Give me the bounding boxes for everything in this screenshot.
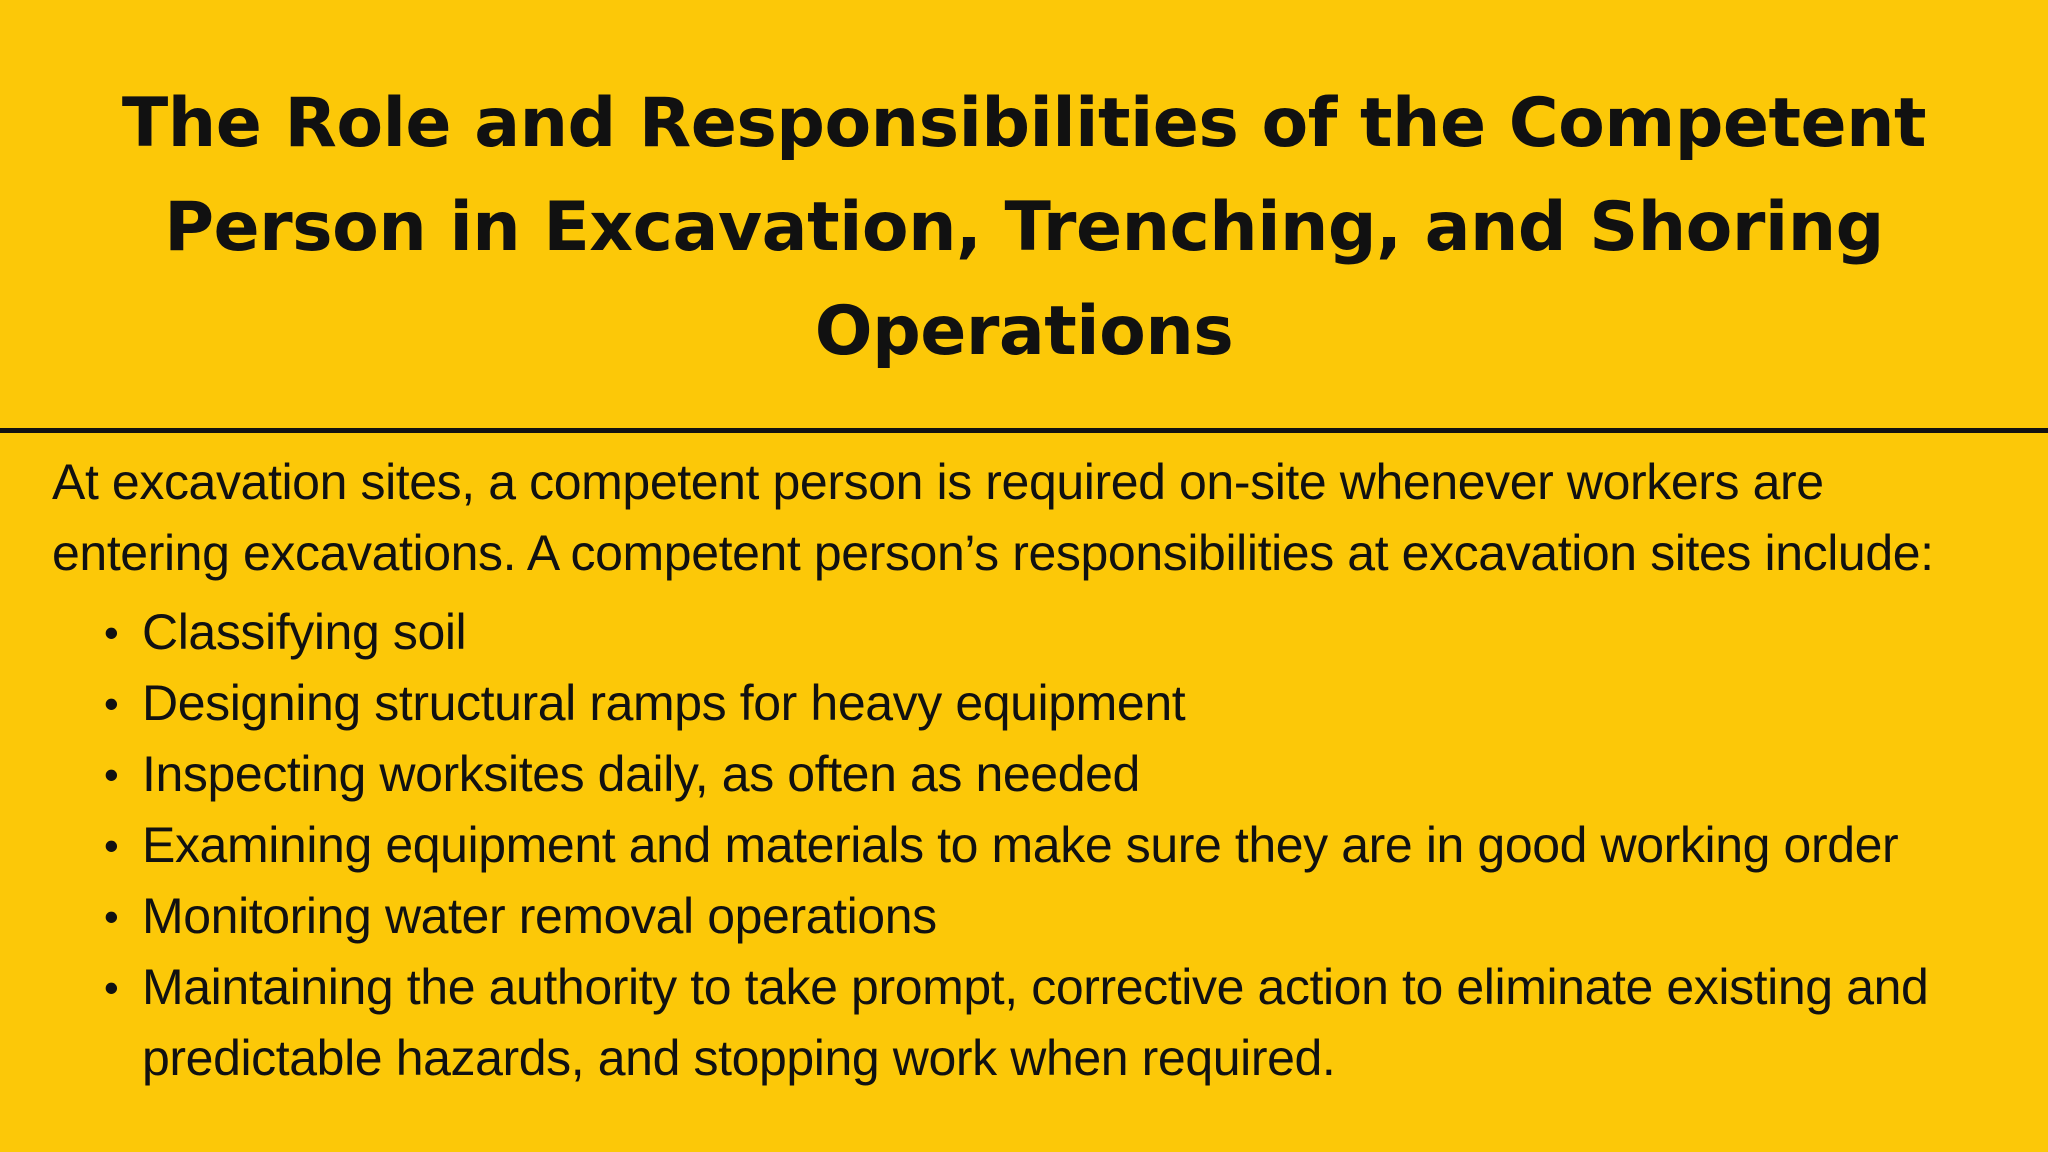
intro-paragraph: At excavation sites, a competent person is required on-site whenever workers are entering excavations. A competent person’s responsibilities at excavation sites include: bbox=[52, 454, 1934, 581]
list-item bbox=[100, 952, 1980, 1094]
list-item-text: Examining equipment and materials to make sure they are in good working order bbox=[142, 817, 1899, 873]
list-item-text: Inspecting worksites daily, as often as needed bbox=[142, 746, 1140, 802]
bullet-icon: • bbox=[104, 893, 119, 940]
bullet-icon: • bbox=[104, 680, 119, 727]
list-item bbox=[100, 810, 1980, 881]
list-item bbox=[100, 881, 1980, 952]
bullet-icon: • bbox=[104, 751, 119, 798]
list-item-text: Monitoring water removal operations bbox=[142, 888, 937, 944]
responsibilities-list bbox=[100, 597, 1980, 1094]
list-item bbox=[100, 668, 1980, 739]
bullet-icon: • bbox=[104, 822, 119, 869]
list-item-text: Designing structural ramps for heavy equipment bbox=[142, 675, 1186, 731]
bullet-icon: • bbox=[104, 964, 119, 1011]
list-item bbox=[100, 739, 1980, 810]
slide-title: The Role and Responsibilities of the Competent Person in Excavation, Trenching, and Shoring Operations bbox=[121, 84, 1927, 371]
title-divider bbox=[0, 428, 2048, 433]
list-item-text: Classifying soil bbox=[142, 604, 467, 660]
bullet-icon: • bbox=[104, 609, 119, 656]
list-item bbox=[100, 597, 1980, 668]
list-item-text: Maintaining the authority to take prompt, corrective action to eliminate existing and predictable hazards, and stopping work when required. bbox=[142, 959, 1929, 1086]
